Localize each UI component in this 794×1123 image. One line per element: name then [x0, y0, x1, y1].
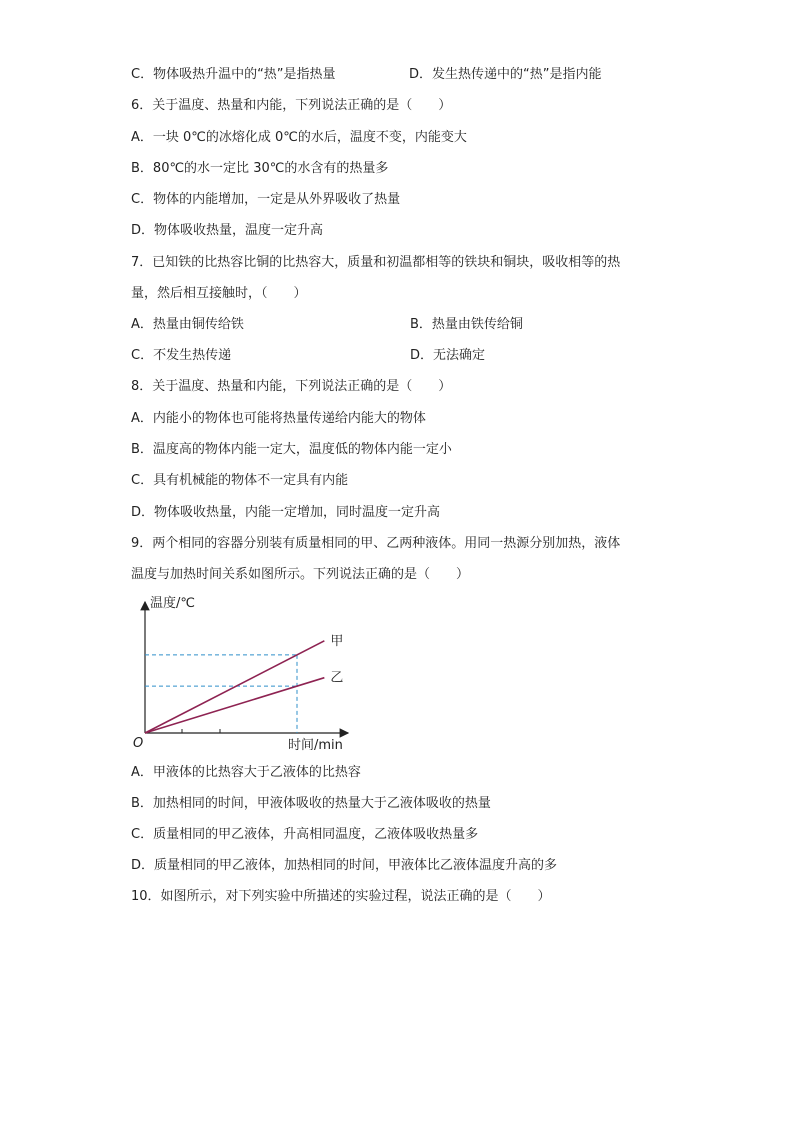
q9-stem-line2: 温度与加热时间关系如图所示。下列说法正确的是（ ）: [131, 567, 470, 582]
temperature-time-graph: [130, 592, 360, 754]
q7-option-b: B．热量由铁传给铜: [410, 317, 523, 332]
series-label-yi: 乙: [330, 670, 344, 686]
q8-option-d: D．物体吸收热量，内能一定增加，同时温度一定升高: [131, 505, 441, 520]
q9-option-a: A．甲液体的比热容大于乙液体的比热容: [131, 765, 361, 780]
q8-option-b: B．温度高的物体内能一定大，温度低的物体内能一定小: [131, 442, 452, 457]
y-axis-label: 温度/℃: [150, 596, 195, 611]
q7-option-c: C．不发生热传递: [131, 348, 232, 363]
q7-option-a: A．热量由铜传给铁: [131, 317, 244, 332]
q8-option-a: A．内能小的物体也可能将热量传递给内能大的物体: [131, 411, 426, 426]
q6-option-a: A．一块 0℃的冰熔化成 0℃的水后，温度不变，内能变大: [131, 130, 467, 145]
q6-option-b: B．80℃的水一定比 30℃的水含有的热量多: [131, 161, 389, 176]
q6-option-d: D．物体吸收热量，温度一定升高: [131, 223, 324, 238]
q10-stem: 10．如图所示，对下列实验中所描述的实验过程，说法正确的是（ ）: [131, 889, 551, 904]
q7-stem-line2: 量，然后相互接触时，（ ）: [131, 286, 307, 301]
q7-option-d: D．无法确定: [410, 348, 486, 363]
q9-option-c: C．质量相同的甲乙液体，升高相同温度，乙液体吸收热量多: [131, 827, 479, 842]
q9-option-b: B．加热相同的时间，甲液体吸收的热量大于乙液体吸收的热量: [131, 796, 491, 811]
q5-option-c: C．物体吸热升温中的“热”是指热量: [131, 67, 336, 82]
q8-option-c: C．具有机械能的物体不一定具有内能: [131, 473, 349, 488]
origin-label: O: [133, 736, 144, 751]
q9-stem-line1: 9．两个相同的容器分别装有质量相同的甲、乙两种液体。用同一热源分别加热，液体: [131, 536, 621, 551]
q7-stem-line1: 7．已知铁的比热容比铜的比热容大，质量和初温都相等的铁块和铜块，吸收相等的热: [131, 255, 621, 270]
series-label-jia: 甲: [330, 633, 344, 649]
q5-option-d: D．发生热传递中的“热”是指内能: [409, 67, 602, 82]
q8-stem: 8．关于温度、热量和内能，下列说法正确的是（ ）: [131, 379, 452, 394]
q6-stem: 6．关于温度、热量和内能，下列说法正确的是（ ）: [131, 98, 452, 113]
x-axis-label: 时间/min: [288, 738, 343, 753]
q6-option-c: C．物体的内能增加，一定是从外界吸收了热量: [131, 192, 401, 207]
q9-option-d: D．质量相同的甲乙液体，加热相同的时间，甲液体比乙液体温度升高的多: [131, 858, 558, 873]
